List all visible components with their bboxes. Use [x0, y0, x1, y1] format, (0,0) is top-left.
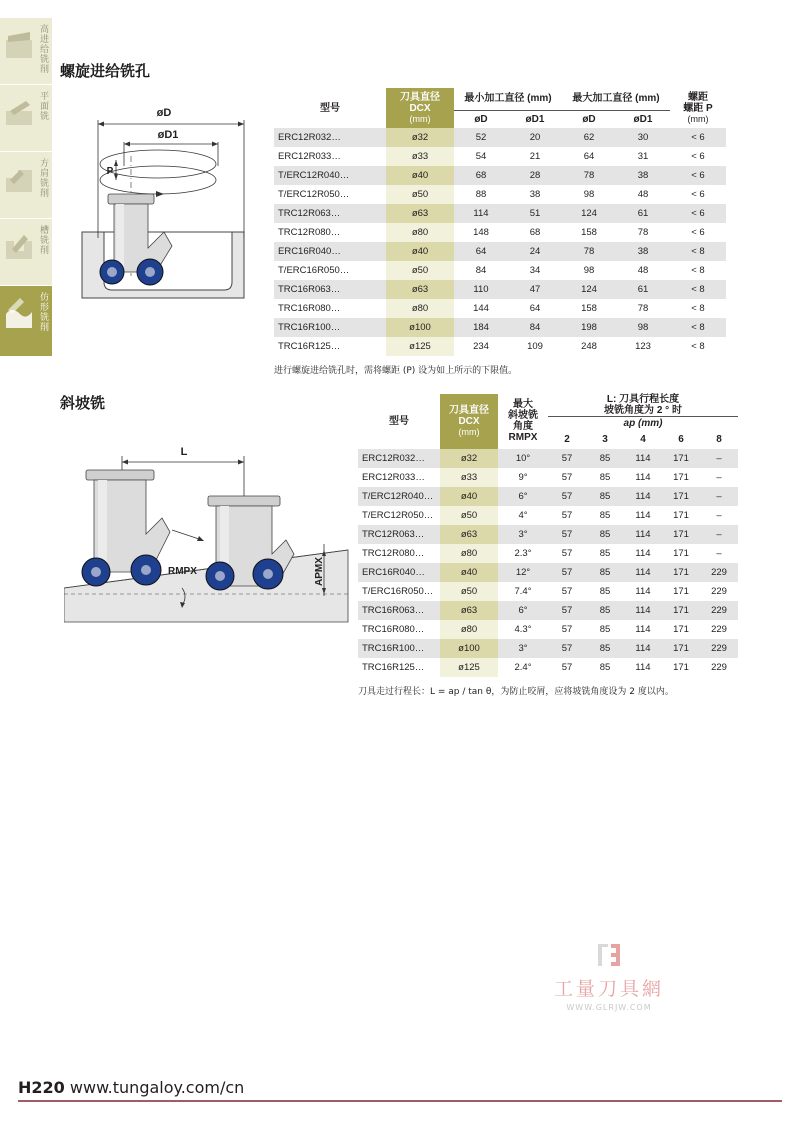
rmpx-cell: 3° [498, 525, 548, 544]
length-cell: 171 [662, 487, 700, 506]
length-cell: 114 [624, 639, 662, 658]
min-d-cell: 114 [454, 204, 508, 223]
length-cell: 85 [599, 471, 611, 483]
rmpx-cell: 2.3° [514, 547, 532, 559]
table-row [358, 449, 738, 468]
model-cell: TRC16R125… [362, 661, 425, 673]
model-cell: TRC12R063… [274, 204, 386, 223]
min-d1-cell: 20 [508, 128, 562, 147]
dcx-cell: ø33 [386, 147, 454, 166]
dcx-cell: ø80 [386, 223, 454, 242]
max-d-cell: 124 [562, 204, 616, 223]
dcx-cell: ø63 [386, 204, 454, 223]
table-row [274, 204, 726, 223]
model-cell: ERC12R032… [274, 128, 386, 147]
max-d-cell: 248 [581, 341, 597, 352]
dcx-cell: ø50 [440, 506, 498, 525]
length-cell: 171 [662, 449, 700, 468]
length-cell: 229 [711, 623, 727, 635]
max-d1-cell: 61 [616, 280, 670, 299]
length-cell: 85 [586, 525, 624, 544]
min-d-cell: 148 [473, 227, 489, 238]
dcx-cell: ø40 [386, 242, 454, 261]
model-cell: T/ERC16R050… [278, 265, 350, 276]
length-cell: 114 [624, 601, 662, 620]
model-cell: ERC16R040… [274, 242, 386, 261]
min-d-cell: 88 [475, 189, 487, 200]
pitch-cell: < 6 [670, 128, 726, 147]
col-dcx: 刀具直径 DCX (mm) [386, 88, 454, 128]
dcx-cell: ø32 [386, 128, 454, 147]
length-cell: – [700, 525, 738, 544]
length-cell: 85 [599, 509, 611, 521]
length-cell: 114 [635, 471, 651, 483]
sidebar-tab-label: 平面铣 [38, 91, 48, 121]
min-d1-cell: 68 [529, 227, 541, 238]
col-length: L: 刀具行程长度 坡铣角度为 2 ° 时 [548, 394, 738, 417]
watermark [524, 940, 694, 1012]
max-d1-cell: 38 [616, 242, 670, 261]
col-pitch: 螺距 螺距 P (mm) [683, 91, 713, 124]
col-ap-4: 4 [640, 434, 646, 445]
col-min-diameter: 最小加工直径 (mm) [464, 93, 552, 105]
max-d-cell: 198 [562, 318, 616, 337]
table-row [274, 166, 726, 185]
col-ap-3: 3 [602, 434, 608, 445]
length-l-label: L [180, 446, 188, 458]
table-row [358, 582, 738, 601]
max-d-cell: 64 [583, 151, 595, 162]
max-d1-cell: 98 [616, 318, 670, 337]
length-cell: 229 [700, 601, 738, 620]
pitch-cell: < 6 [691, 227, 705, 238]
min-d1-cell: 38 [529, 189, 541, 200]
length-cell: 114 [624, 525, 662, 544]
max-d1-cell: 30 [616, 128, 670, 147]
length-cell: 171 [673, 471, 689, 483]
high-feed-icon [4, 26, 34, 66]
length-cell: 171 [662, 639, 700, 658]
min-d1-cell: 51 [508, 204, 562, 223]
pitch-cell: < 8 [670, 280, 726, 299]
rmpx-cell: 9° [518, 471, 528, 483]
length-cell: 171 [673, 509, 689, 521]
pitch-cell: < 8 [691, 265, 705, 276]
pitch-cell: < 6 [670, 166, 726, 185]
max-d1-cell: 61 [616, 204, 670, 223]
min-d-cell: 184 [454, 318, 508, 337]
table-row [358, 487, 738, 506]
length-cell: 85 [586, 449, 624, 468]
min-d-cell: 110 [454, 280, 508, 299]
model-cell: TRC16R125… [278, 341, 341, 352]
max-d-cell: 78 [562, 166, 616, 185]
min-d-cell: 54 [475, 151, 487, 162]
footer-rule [18, 1100, 782, 1102]
table-row [274, 242, 726, 261]
col-ap: ap (mm) [623, 418, 663, 430]
model-cell: TRC16R080… [278, 303, 341, 314]
pitch-cell: < 6 [691, 189, 705, 200]
min-d1-cell: 34 [529, 265, 541, 276]
rmpx-cell: 4.3° [514, 623, 532, 635]
table-row [274, 280, 726, 299]
model-cell: TRC12R080… [278, 227, 341, 238]
pitch-cell: < 8 [670, 242, 726, 261]
watermark-text: 工量刀具網 [553, 978, 664, 1000]
ramping-note: 刀具走过行程长：L = ap / tan θ，为防止咬屑，应将坡铣角度设为 2 度以内。 [358, 687, 674, 697]
helical-milling-figure [68, 96, 260, 308]
length-cell: 85 [599, 547, 611, 559]
length-cell: 171 [673, 547, 689, 559]
table-row [358, 639, 738, 658]
length-cell: 85 [599, 585, 611, 597]
rmpx-cell: 2.4° [514, 661, 532, 673]
max-d1-cell: 31 [637, 151, 649, 162]
length-cell: 114 [624, 449, 662, 468]
max-d-cell: 158 [581, 303, 597, 314]
length-cell: 85 [586, 639, 624, 658]
length-cell: 57 [548, 487, 586, 506]
table-row [358, 658, 738, 677]
length-cell: 57 [561, 547, 573, 559]
dcx-cell: ø80 [440, 544, 498, 563]
dcx-cell: ø80 [386, 299, 454, 318]
model-cell: TRC16R100… [358, 639, 440, 658]
rmpx-label: RMPX [168, 566, 197, 577]
max-d-cell: 62 [562, 128, 616, 147]
table-row [358, 525, 738, 544]
model-cell: T/ERC16R050… [362, 585, 434, 597]
dcx-cell: ø32 [440, 449, 498, 468]
dcx-cell: ø125 [386, 337, 454, 356]
table-row [358, 620, 738, 639]
rmpx-cell: 4° [518, 509, 528, 521]
length-cell: 85 [586, 563, 624, 582]
table-row [274, 185, 726, 204]
min-d-cell: 68 [454, 166, 508, 185]
col-model: 型号 [389, 415, 409, 427]
sidebar-tab-label: 方肩铣削 [38, 158, 48, 198]
dcx-cell: ø63 [386, 280, 454, 299]
length-cell: 171 [662, 525, 700, 544]
max-d-cell: 98 [583, 189, 595, 200]
model-cell: T/ERC12R040… [274, 166, 386, 185]
col-min-d1: øD1 [508, 110, 562, 128]
length-cell: 57 [561, 585, 573, 597]
length-cell: 114 [635, 509, 651, 521]
section-title-helical-milling: 螺旋进给铣孔 [60, 62, 151, 80]
model-cell: TRC16R100… [274, 318, 386, 337]
min-d1-cell: 64 [529, 303, 541, 314]
length-cell: 57 [561, 623, 573, 635]
max-d-cell: 78 [562, 242, 616, 261]
length-cell: 229 [700, 639, 738, 658]
dcx-cell: ø63 [440, 525, 498, 544]
model-cell: TRC16R080… [362, 623, 425, 635]
model-cell: ERC12R033… [278, 151, 341, 162]
sidebar-tab-shoulder-milling[interactable] [0, 152, 52, 218]
rmpx-cell: 3° [498, 639, 548, 658]
table-row [358, 563, 738, 582]
table-row [358, 506, 738, 525]
ramping-table [358, 394, 738, 677]
rmpx-cell: 10° [498, 449, 548, 468]
col-ap-2: 2 [564, 434, 570, 445]
helical-milling-table [274, 88, 726, 356]
length-cell: – [716, 547, 722, 559]
length-cell: 114 [624, 563, 662, 582]
table-row [358, 544, 738, 563]
length-cell: 57 [561, 661, 573, 673]
pitch-cell: < 8 [691, 341, 705, 352]
length-cell: – [700, 487, 738, 506]
max-d1-cell: 78 [637, 303, 649, 314]
watermark-logo-icon [594, 940, 624, 970]
model-cell: TRC12R080… [362, 547, 425, 559]
page-number: H220 [18, 1078, 65, 1097]
min-d-cell: 84 [475, 265, 487, 276]
length-cell: 85 [586, 601, 624, 620]
dcx-cell: ø50 [440, 582, 498, 601]
length-cell: 171 [673, 585, 689, 597]
dcx-cell: ø33 [440, 468, 498, 487]
table-row [358, 601, 738, 620]
min-d1-cell: 28 [508, 166, 562, 185]
col-rmpx: 最大 斜坡铣 角度 RMPX [508, 399, 538, 444]
min-d-cell: 64 [454, 242, 508, 261]
rmpx-cell: 6° [498, 601, 548, 620]
length-cell: 57 [548, 525, 586, 544]
apmx-label: APMX [314, 557, 325, 586]
length-cell: 114 [635, 585, 651, 597]
length-cell: 114 [635, 623, 651, 635]
copy-milling-icon [4, 294, 34, 334]
model-cell: ERC12R032… [358, 449, 440, 468]
sidebar-tab-label: 仿形铣削 [38, 292, 48, 332]
max-d1-cell: 38 [616, 166, 670, 185]
sidebar [0, 18, 52, 357]
col-ap-8: 8 [716, 434, 722, 445]
length-cell: 114 [624, 487, 662, 506]
min-d-cell: 144 [473, 303, 489, 314]
length-cell: – [700, 449, 738, 468]
model-cell: T/ERC12R050… [362, 509, 434, 521]
col-min-d: øD [454, 110, 508, 128]
max-d-cell: 124 [562, 280, 616, 299]
model-cell: T/ERC12R050… [278, 189, 350, 200]
min-d1-cell: 47 [508, 280, 562, 299]
max-d-cell: 158 [581, 227, 597, 238]
face-milling-icon [4, 93, 34, 133]
length-cell: 85 [599, 661, 611, 673]
sidebar-tab-high-feed[interactable] [0, 18, 52, 84]
col-model: 型号 [320, 102, 340, 114]
min-d-cell: 52 [454, 128, 508, 147]
pitch-cell: < 8 [670, 318, 726, 337]
model-cell: ERC12R033… [362, 471, 425, 483]
model-cell: TRC16R063… [358, 601, 440, 620]
min-d1-cell: 24 [508, 242, 562, 261]
model-cell: T/ERC12R040… [358, 487, 440, 506]
max-d1-cell: 78 [637, 227, 649, 238]
dcx-cell: ø50 [386, 185, 454, 204]
dcx-cell: ø100 [386, 318, 454, 337]
diameter-d1-label: øD1 [157, 129, 179, 141]
dcx-cell: ø80 [440, 620, 498, 639]
min-d1-cell: 84 [508, 318, 562, 337]
length-cell: 57 [561, 471, 573, 483]
length-cell: – [716, 471, 722, 483]
length-cell: 171 [662, 563, 700, 582]
table-row [274, 318, 726, 337]
sidebar-tab-label: 槽铣削 [38, 225, 48, 255]
table-row [274, 299, 726, 318]
model-cell: TRC12R063… [358, 525, 440, 544]
length-cell: 57 [548, 601, 586, 620]
min-d1-cell: 21 [529, 151, 541, 162]
pitch-cell: < 8 [691, 303, 705, 314]
sidebar-tab-face-milling[interactable] [0, 85, 52, 151]
min-d-cell: 234 [473, 341, 489, 352]
length-cell: 85 [586, 487, 624, 506]
dcx-cell: ø63 [440, 601, 498, 620]
dcx-cell: ø100 [440, 639, 498, 658]
pitch-cell: < 6 [670, 204, 726, 223]
section-title-ramping: 斜坡铣 [60, 394, 106, 412]
table-row [274, 147, 726, 166]
length-cell: 229 [711, 661, 727, 673]
model-cell: TRC16R063… [274, 280, 386, 299]
sidebar-tab-label: 高进给铣削 [38, 24, 48, 74]
pitch-p-label: P [106, 166, 114, 177]
helical-note: 进行螺旋进给铣孔时，需将螺距 (P) 设为如上所示的下限值。 [274, 366, 518, 376]
dcx-cell: ø50 [386, 261, 454, 280]
length-cell: 229 [700, 563, 738, 582]
footer-url[interactable]: www.tungaloy.com/cn [69, 1078, 245, 1097]
col-ap-6: 6 [678, 434, 684, 445]
rmpx-cell: 12° [498, 563, 548, 582]
table-row [274, 128, 726, 147]
table-row [274, 337, 726, 356]
pitch-cell: < 6 [691, 151, 705, 162]
rmpx-cell: 6° [498, 487, 548, 506]
rmpx-cell: 7.4° [514, 585, 532, 597]
table-row [358, 468, 738, 487]
max-d1-cell: 48 [637, 189, 649, 200]
col-max-d1: øD1 [616, 110, 670, 128]
sidebar-tab-slot-milling[interactable] [0, 219, 52, 285]
slot-milling-icon [4, 227, 34, 267]
length-cell: 57 [548, 639, 586, 658]
max-d-cell: 98 [583, 265, 595, 276]
col-max-diameter: 最大加工直径 (mm) [572, 93, 660, 105]
col-dcx: 刀具直径 DCX (mm) [440, 394, 498, 449]
length-cell: 57 [548, 563, 586, 582]
dcx-cell: ø40 [386, 166, 454, 185]
length-cell: 171 [673, 661, 689, 673]
dcx-cell: ø40 [440, 563, 498, 582]
shoulder-milling-icon [4, 160, 34, 200]
length-cell: 114 [635, 547, 651, 559]
dcx-cell: ø125 [440, 658, 498, 677]
diameter-d-label: øD [156, 107, 172, 119]
max-d1-cell: 48 [637, 265, 649, 276]
watermark-url: WWW.GLRJW.COM [566, 1003, 652, 1012]
length-cell: 171 [673, 623, 689, 635]
ramping-figure [64, 436, 354, 626]
length-cell: – [716, 509, 722, 521]
max-d1-cell: 123 [635, 341, 651, 352]
sidebar-tab-copy-milling[interactable] [0, 286, 52, 356]
length-cell: 57 [548, 449, 586, 468]
table-row [274, 261, 726, 280]
length-cell: 85 [599, 623, 611, 635]
footer [18, 1078, 244, 1097]
length-cell: 171 [662, 601, 700, 620]
col-max-d: øD [562, 110, 616, 128]
min-d1-cell: 109 [527, 341, 543, 352]
table-row [274, 223, 726, 242]
model-cell: ERC16R040… [358, 563, 440, 582]
length-cell: 57 [561, 509, 573, 521]
length-cell: 114 [635, 661, 651, 673]
dcx-cell: ø40 [440, 487, 498, 506]
length-cell: 229 [711, 585, 727, 597]
